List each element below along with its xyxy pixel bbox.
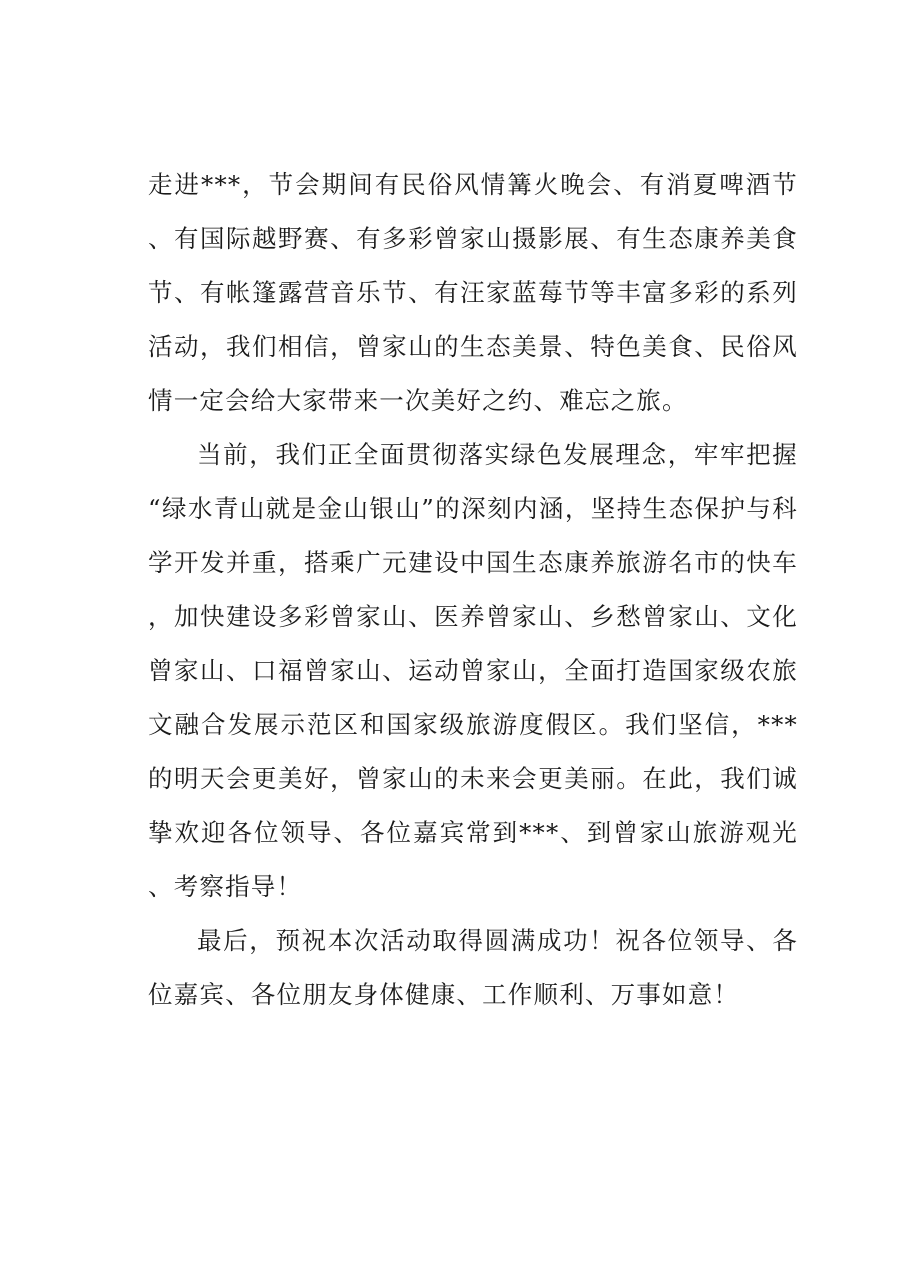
- document-body: [148, 158, 798, 1022]
- paragraph-2: 当前，我们正全面贯彻落实绿色发展理念，牢牢把握“绿水青山就是金山银山”的深刻内涵，坚持生态保护与科学开发并重，搭乘广元建设中国生态康养旅游名市的快车，加快建设多彩曾家山、医养曾家山、乡愁曾家山、文化曾家山、口福曾家山、运动曾家山，全面打造国家级农旅文融合发展示范区和国家级旅游度假区。我们坚信，***的明天会更美好，曾家山的未来会更美丽。在此，我们诚挚欢迎各位领导、各位嘉宾常到***、到曾家山旅游观光、考察指导！: [148, 440, 798, 901]
- paragraph-1: 走进***，节会期间有民俗风情篝火晚会、有消夏啤酒节、有国际越野赛、有多彩曾家山摄影展、有生态康养美食节、有帐篷露营音乐节、有汪家蓝莓节等丰富多彩的系列活动，我们相信，曾家山的生态美景、特色美食、民俗风情一定会给大家带来一次美好之约、难忘之旅。: [148, 170, 798, 415]
- paragraph-3: 最后，预祝本次活动取得圆满成功！祝各位领导、各位嘉宾、各位朋友身体健康、工作顺利、万事如意！: [148, 926, 798, 1009]
